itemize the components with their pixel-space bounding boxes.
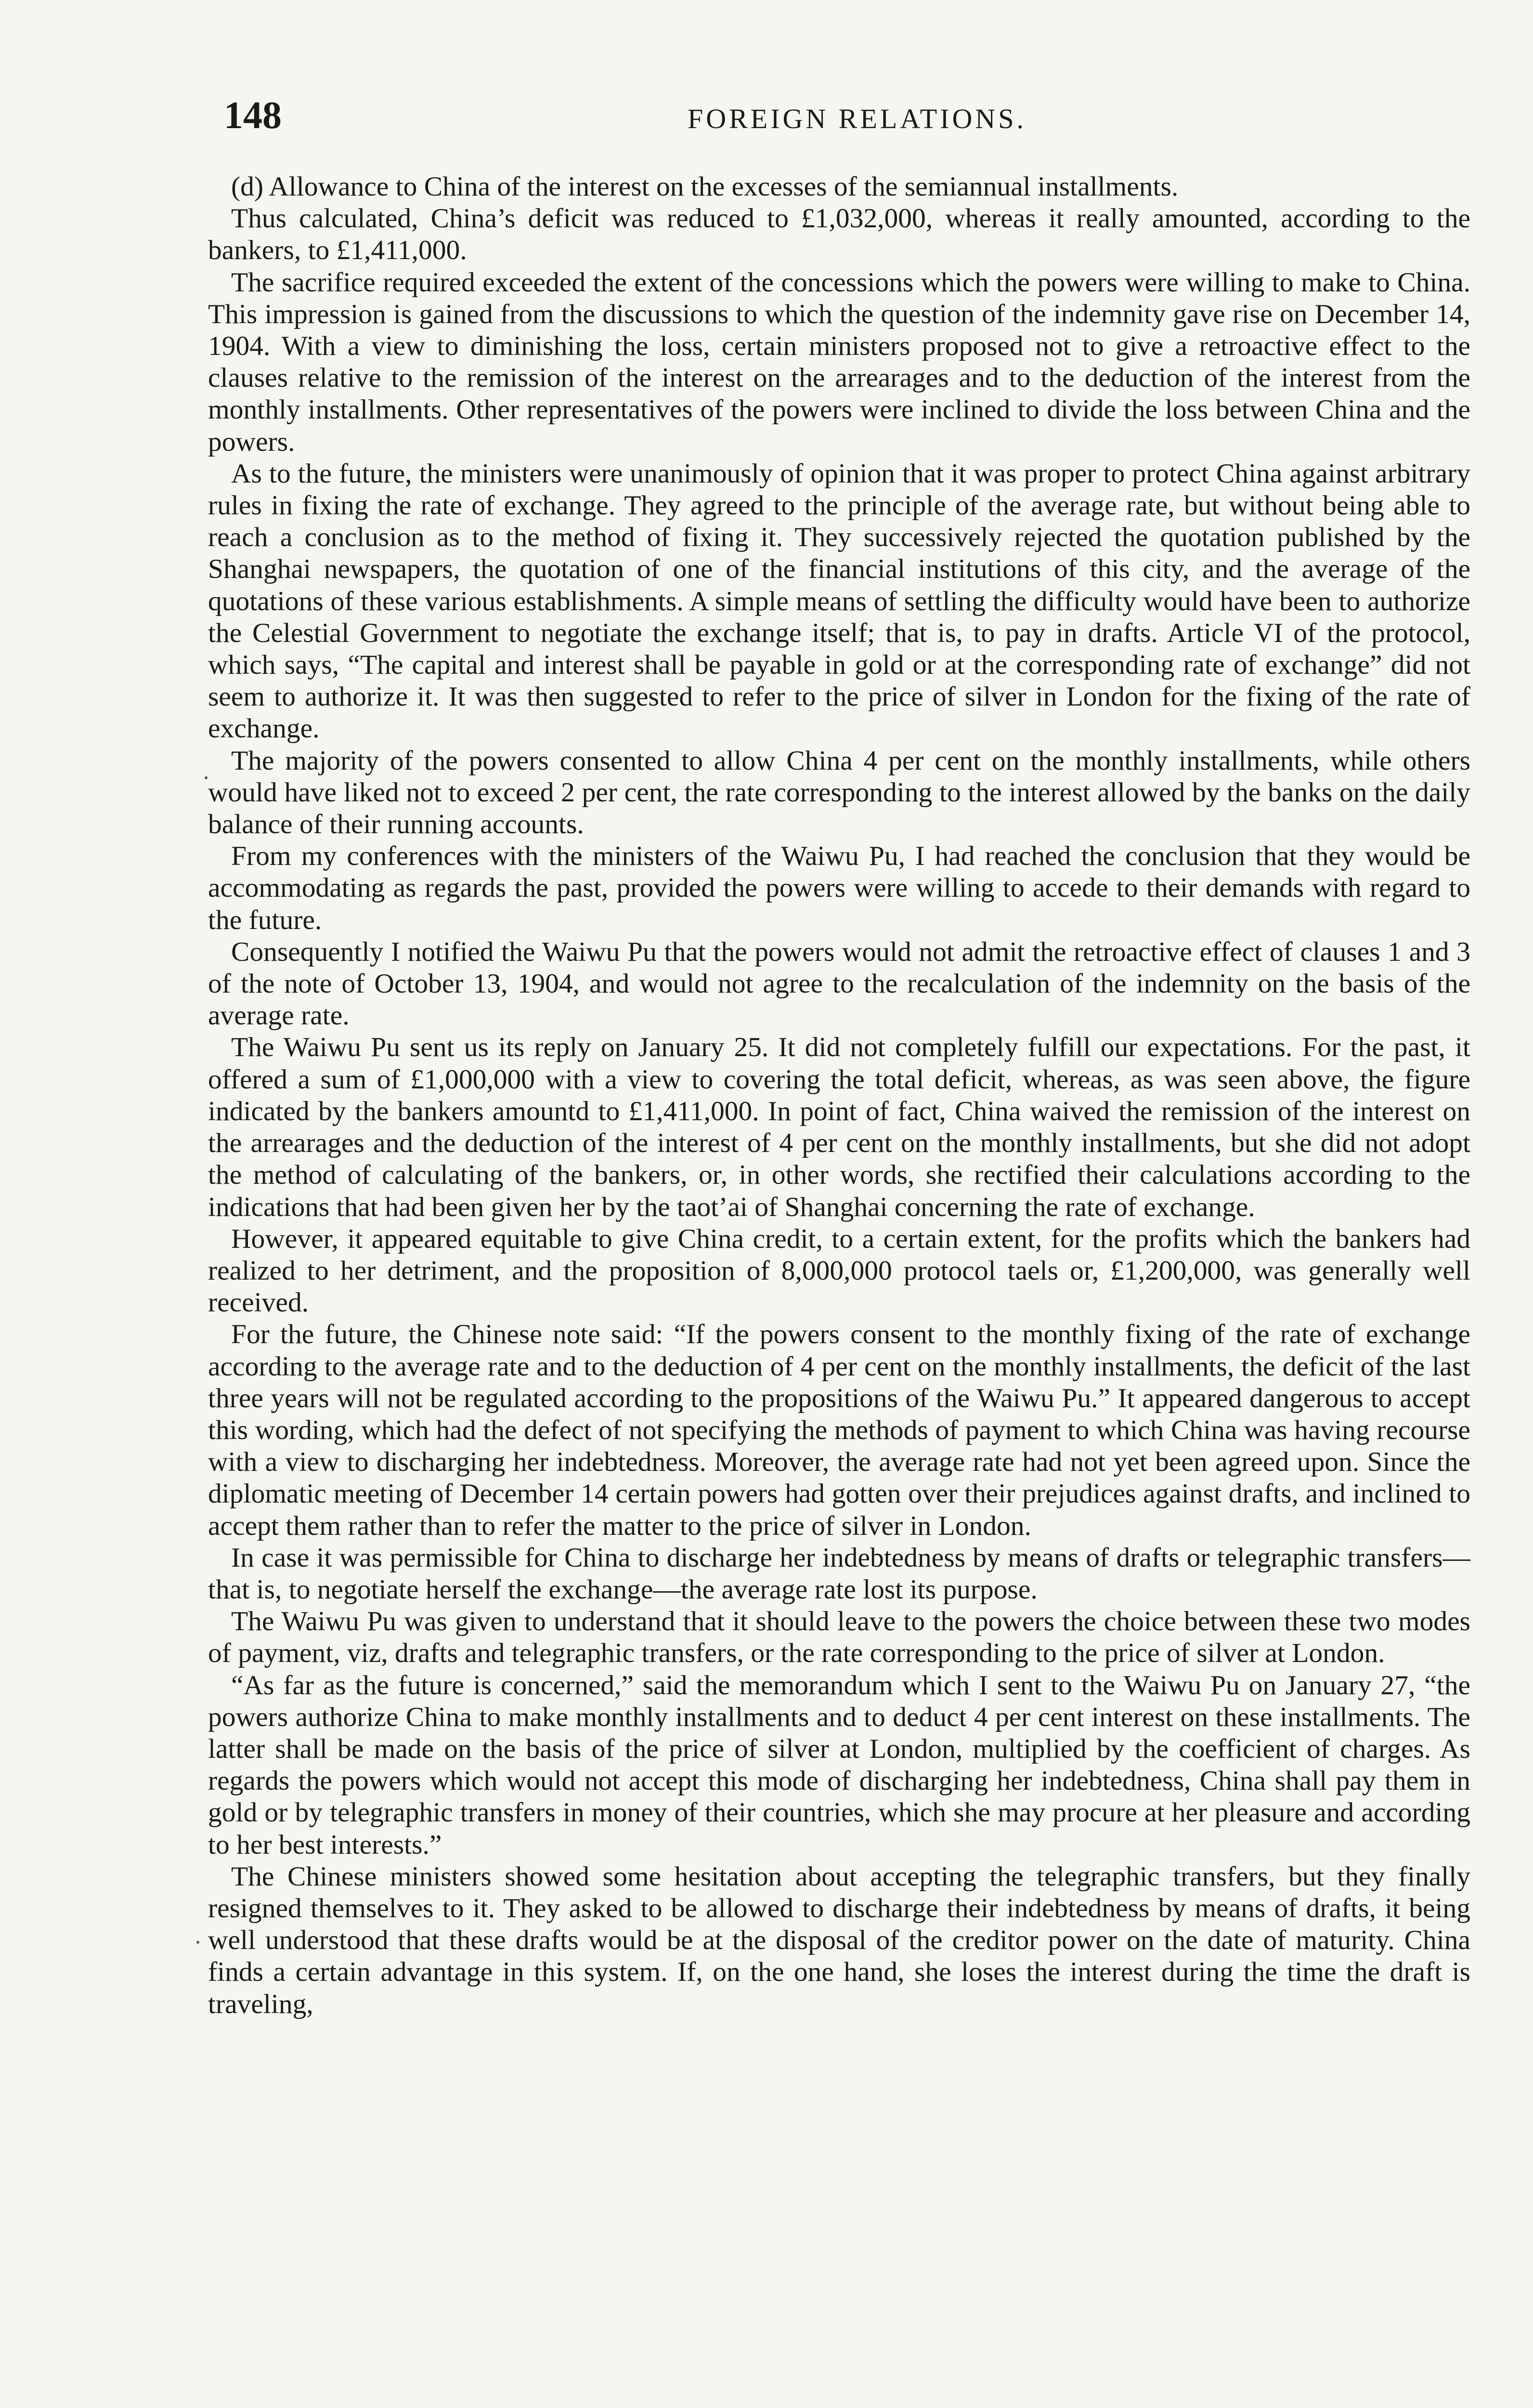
paragraph: The Waiwu Pu was given to understand that it should leave to the powers the choice between these two modes of payment, viz, drafts and telegraphic transfers, or the rate corresponding to the price of silver at London. [208,1606,1470,1669]
paragraph: (d) Allowance to China of the interest on the excesses of the semiannual installments. [231,171,1179,202]
paragraph: Thus calculated, China’s deficit was reduced to £1,032,000, whereas it really amounted, according to the bankers, to £1,411,000. [208,203,1470,266]
paragraph: The majority of the powers consented to allow China 4 per cent on the monthly installments, while others would have liked not to exceed 2 per cent, the rate corresponding to the interest allowed by the banks on the daily balance of their running accounts. [208,745,1470,840]
paragraph: In case it was permissible for China to discharge her indebtedness by means of drafts or telegraphic transfers—that is, to negotiate herself the exchange—the average rate lost its purpose. [208,1542,1470,1605]
paragraph: As to the future, the ministers were unanimously of opinion that it was proper to protect China against arbitrary rules in fixing the rate of exchange. They agreed to the principle of the average rate, but without being able to reach a conclusion as to the method of fixing it. They successively rejected the quotation published by the Shanghai newspapers, the quotation of one of the financial institutions of this city, and the average of the quotations of these various establishments. A simple means of settling the difficulty would have been to authorize the Celestial Government to negotiate the exchange itself; that is, to pay in drafts. Article VI of the protocol, which says, “The capital and interest shall be payable in gold or at the corresponding rate of exchange” did not seem to authorize it. It was then suggested to refer to the price of silver in London for the fixing of the rate of exchange. [208,458,1470,744]
running-head: FOREIGN RELATIONS. [687,103,1027,134]
paragraph: The Chinese ministers showed some hesitation about accepting the telegraphic transfers, but they finally resigned themselves to it. They asked to be allowed to discharge their indebtedness by means of drafts, it being well understood that these drafts would be at the disposal of the creditor power on the date of maturity. China finds a certain advantage in this system. If, on the one hand, she loses the interest during the time the draft is traveling, [208,1861,1470,2019]
paragraph: Consequently I notified the Waiwu Pu that the powers would not admit the retroactive effect of clauses 1 and 3 of the note of October 13, 1904, and would not agree to the recalculation of the indemnity on the basis of the average rate. [208,936,1470,1031]
body-text [208,171,1470,2020]
paragraph: “As far as the future is concerned,” said the memorandum which I sent to the Waiwu Pu on January 27, “the powers authorize China to make monthly installments and to deduct 4 per cent interest on these installments. The latter shall be made on the basis of the price of silver at London, multiplied by the coefficient of charges. As regards the powers which would not accept this mode of discharging her indebtedness, China shall pay them in gold or by telegraphic transfers in money of their countries, which she may procure at her pleasure and according to her best interests.” [208,1670,1470,1860]
paragraph: The sacrifice required exceeded the extent of the concessions which the powers were willing to make to China. This impression is gained from the discussions to which the question of the indemnity gave rise on December 14, 1904. With a view to diminishing the loss, certain ministers proposed not to give a retroactive effect to the clauses relative to the remission of the interest on the arrearages and to the deduction of the interest from the monthly installments. Other representatives of the powers were inclined to divide the loss between China and the powers. [208,267,1470,457]
page-header [224,92,1471,144]
paragraph: However, it appeared equitable to give China credit, to a certain extent, for the profits which the bankers had realized to her detriment, and the proposition of 8,000,000 protocol taels or, £1,200,000, was generally well received. [208,1223,1470,1318]
page-number: 148 [224,94,282,137]
paragraph: From my conferences with the ministers of the Waiwu Pu, I had reached the conclusion that they would be accommodating as regards the past, provided the powers were willing to accede to their demands with regard to the future. [208,841,1470,935]
paragraph: The Waiwu Pu sent us its reply on January 25. It did not completely fulfill our expectations. For the past, it offered a sum of £1,000,000 with a view to covering the total deficit, whereas, as was seen above, the figure indicated by the bankers amountd to £1,411,000. In point of fact, China waived the remission of the interest on the arrearages and the deduction of the interest of 4 per cent on the monthly installments, but she did not adopt the method of calculating of the bankers, or, in other words, she rectified their calculations according to the indications that had been given her by the taot’ai of Shanghai concerning the rate of exchange. [208,1032,1470,1222]
paragraph: For the future, the Chinese note said: “If the powers consent to the monthly fixing of the rate of exchange according to the average rate and to the deduction of 4 per cent on the monthly installments, the deficit of the last three years will not be regulated according to the propositions of the Waiwu Pu.” It appeared dangerous to accept this wording, which had the defect of not specifying the methods of payment to which China was having recourse with a view to discharging her indebtedness. Moreover, the average rate had not yet been agreed upon. Since the diplomatic meeting of December 14 certain powers had gotten over their prejudices against drafts, and inclined to accept them rather than to refer the matter to the price of silver in London. [208,1319,1470,1541]
margin-speck [205,776,208,779]
margin-speck [196,1941,199,1944]
